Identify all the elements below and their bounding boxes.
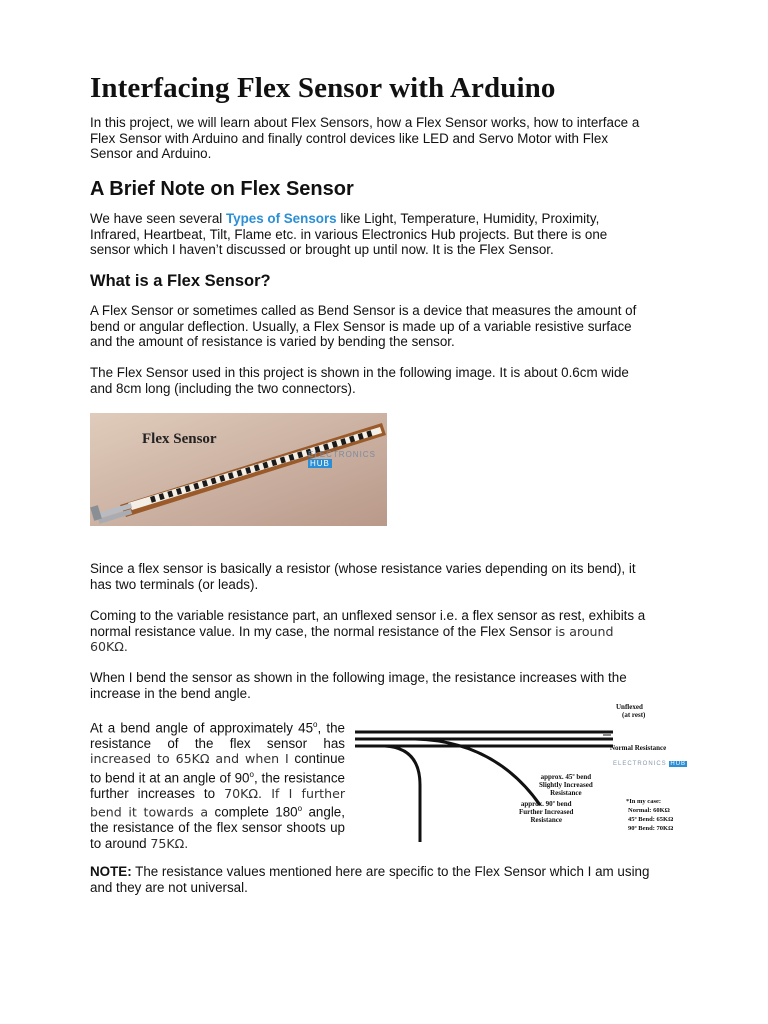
- resistance2-text: Resistance: [530, 816, 562, 824]
- diagram-watermark-badge: HUB: [670, 761, 687, 767]
- intro-paragraph: In this project, we will learn about Flex Sensors, how a Flex Sensor works, how to interface a Flex Sensor with Arduino and finally control devices like LED and Servo Motor with Flex Sensor and Arduino.: [90, 115, 640, 161]
- bend-text-b: , the resistance of the flex sensor has: [90, 720, 345, 751]
- diagram-watermark-text: ELECTRONICS: [613, 761, 667, 767]
- unflexed-label: [616, 703, 645, 719]
- what-is-paragraph: A Flex Sensor or sometimes called as Bend Sensor is a device that measures the amount of bend or angular deflection. Usually, a Flex Sensor is made up of a variable resistive surface and the amount of resistance is varied by bending the sensor.: [90, 303, 637, 349]
- bend-text-d: continue to bend it at an angle of 90: [90, 751, 345, 786]
- section-heading-what-is: What is a Flex Sensor?: [90, 272, 271, 290]
- note-paragraph: [90, 864, 662, 895]
- note-label: NOTE:: [90, 864, 132, 879]
- flex-sensor-illustration: [90, 413, 387, 526]
- normal-value-text: Normal: 60KΩ: [628, 807, 670, 814]
- approx45-text: approx. 45º bend: [540, 773, 592, 781]
- bend-text-g: complete 180: [208, 804, 298, 820]
- bend-diagram: [355, 705, 693, 842]
- flex-sensor-photo: [90, 413, 387, 526]
- photo-watermark-text: ELECTRONICS: [308, 450, 376, 459]
- my-case-box: [626, 797, 673, 833]
- variable-resistance-paragraph: [90, 608, 652, 655]
- normal-resistance-value: is around 60KΩ.: [90, 623, 614, 654]
- bend-angle-paragraph: [90, 717, 345, 851]
- approx90-text: approx. 90º bend: [520, 800, 572, 808]
- variable-resistance-text: Coming to the variable resistance part, an unflexed sensor i.e. a flex sensor as rest, exhibits a normal resistance value. In my case, the normal resistance of the Flex Sensor: [90, 608, 646, 639]
- diagram-watermark: [613, 761, 687, 767]
- bend-text-i: 75KΩ.: [150, 835, 189, 851]
- sup-90: o: [249, 769, 254, 779]
- unflexed-text: Unflexed: [616, 703, 643, 711]
- bend-text-a: At a bend angle of approximately 45: [90, 720, 314, 736]
- at-rest-text: (at rest): [622, 711, 646, 719]
- bend45-label: [539, 773, 593, 797]
- brief-note-text-after: like Light, Temperature, Humidity, Proximity, Infrared, Heartbeat, Tilt, Flame etc. in various Electronics Hub projects. But there is one sensor which I haven’t discussed or brought up until now. It is the Flex Sensor.: [90, 211, 608, 257]
- bend-text-f: 70KΩ. If I further bend it towards a: [90, 785, 345, 820]
- normal-resistance-label: Normal Resistance: [610, 744, 667, 752]
- resistor-paragraph: Since a flex sensor is basically a resistor (whose resistance varies depending on its bend), it has two terminals (or leads).: [90, 561, 636, 592]
- further-text: Further Increased: [519, 808, 574, 816]
- page-title: Interfacing Flex Sensor with Arduino: [90, 72, 556, 104]
- bend-text-e: , the resistance further increases to: [90, 770, 345, 801]
- bend-text-c: increased to 65KΩ and when I: [90, 751, 289, 767]
- bend-text-h: angle, the resistance of the flex sensor shoots up to around: [90, 804, 345, 851]
- sup-45: o: [313, 720, 318, 729]
- photo-watermark: [308, 450, 387, 468]
- bend-paragraph: When I bend the sensor as shown in the following image, the resistance increases with the increase in the bend angle.: [90, 670, 627, 701]
- sup-180: o: [297, 804, 303, 814]
- bend45-value-text: 45º Bend: 65KΩ: [628, 816, 674, 823]
- in-my-case-text: *In my case:: [626, 798, 662, 805]
- note-text: The resistance values mentioned here are specific to the Flex Sensor which I am using and they are not universal.: [90, 864, 650, 895]
- photo-watermark-badge: HUB: [310, 459, 330, 468]
- slightly-text: Slightly Increased: [539, 781, 593, 789]
- bend90-label: [519, 800, 573, 824]
- bend90-value-text: 90º Bend: 70KΩ: [628, 825, 674, 832]
- section-heading-brief-note: A Brief Note on Flex Sensor: [90, 178, 354, 200]
- photo-label: Flex Sensor: [142, 431, 217, 447]
- resistance-text: Resistance: [550, 789, 582, 797]
- brief-note-text-before: We have seen several: [90, 211, 226, 226]
- brief-note-paragraph: [90, 211, 650, 258]
- types-of-sensors-link[interactable]: Types of Sensors: [225, 211, 337, 226]
- sensor-size-paragraph: The Flex Sensor used in this project is shown in the following image. It is about 0.6cm wide and 8cm long (including the two connectors).: [90, 365, 629, 396]
